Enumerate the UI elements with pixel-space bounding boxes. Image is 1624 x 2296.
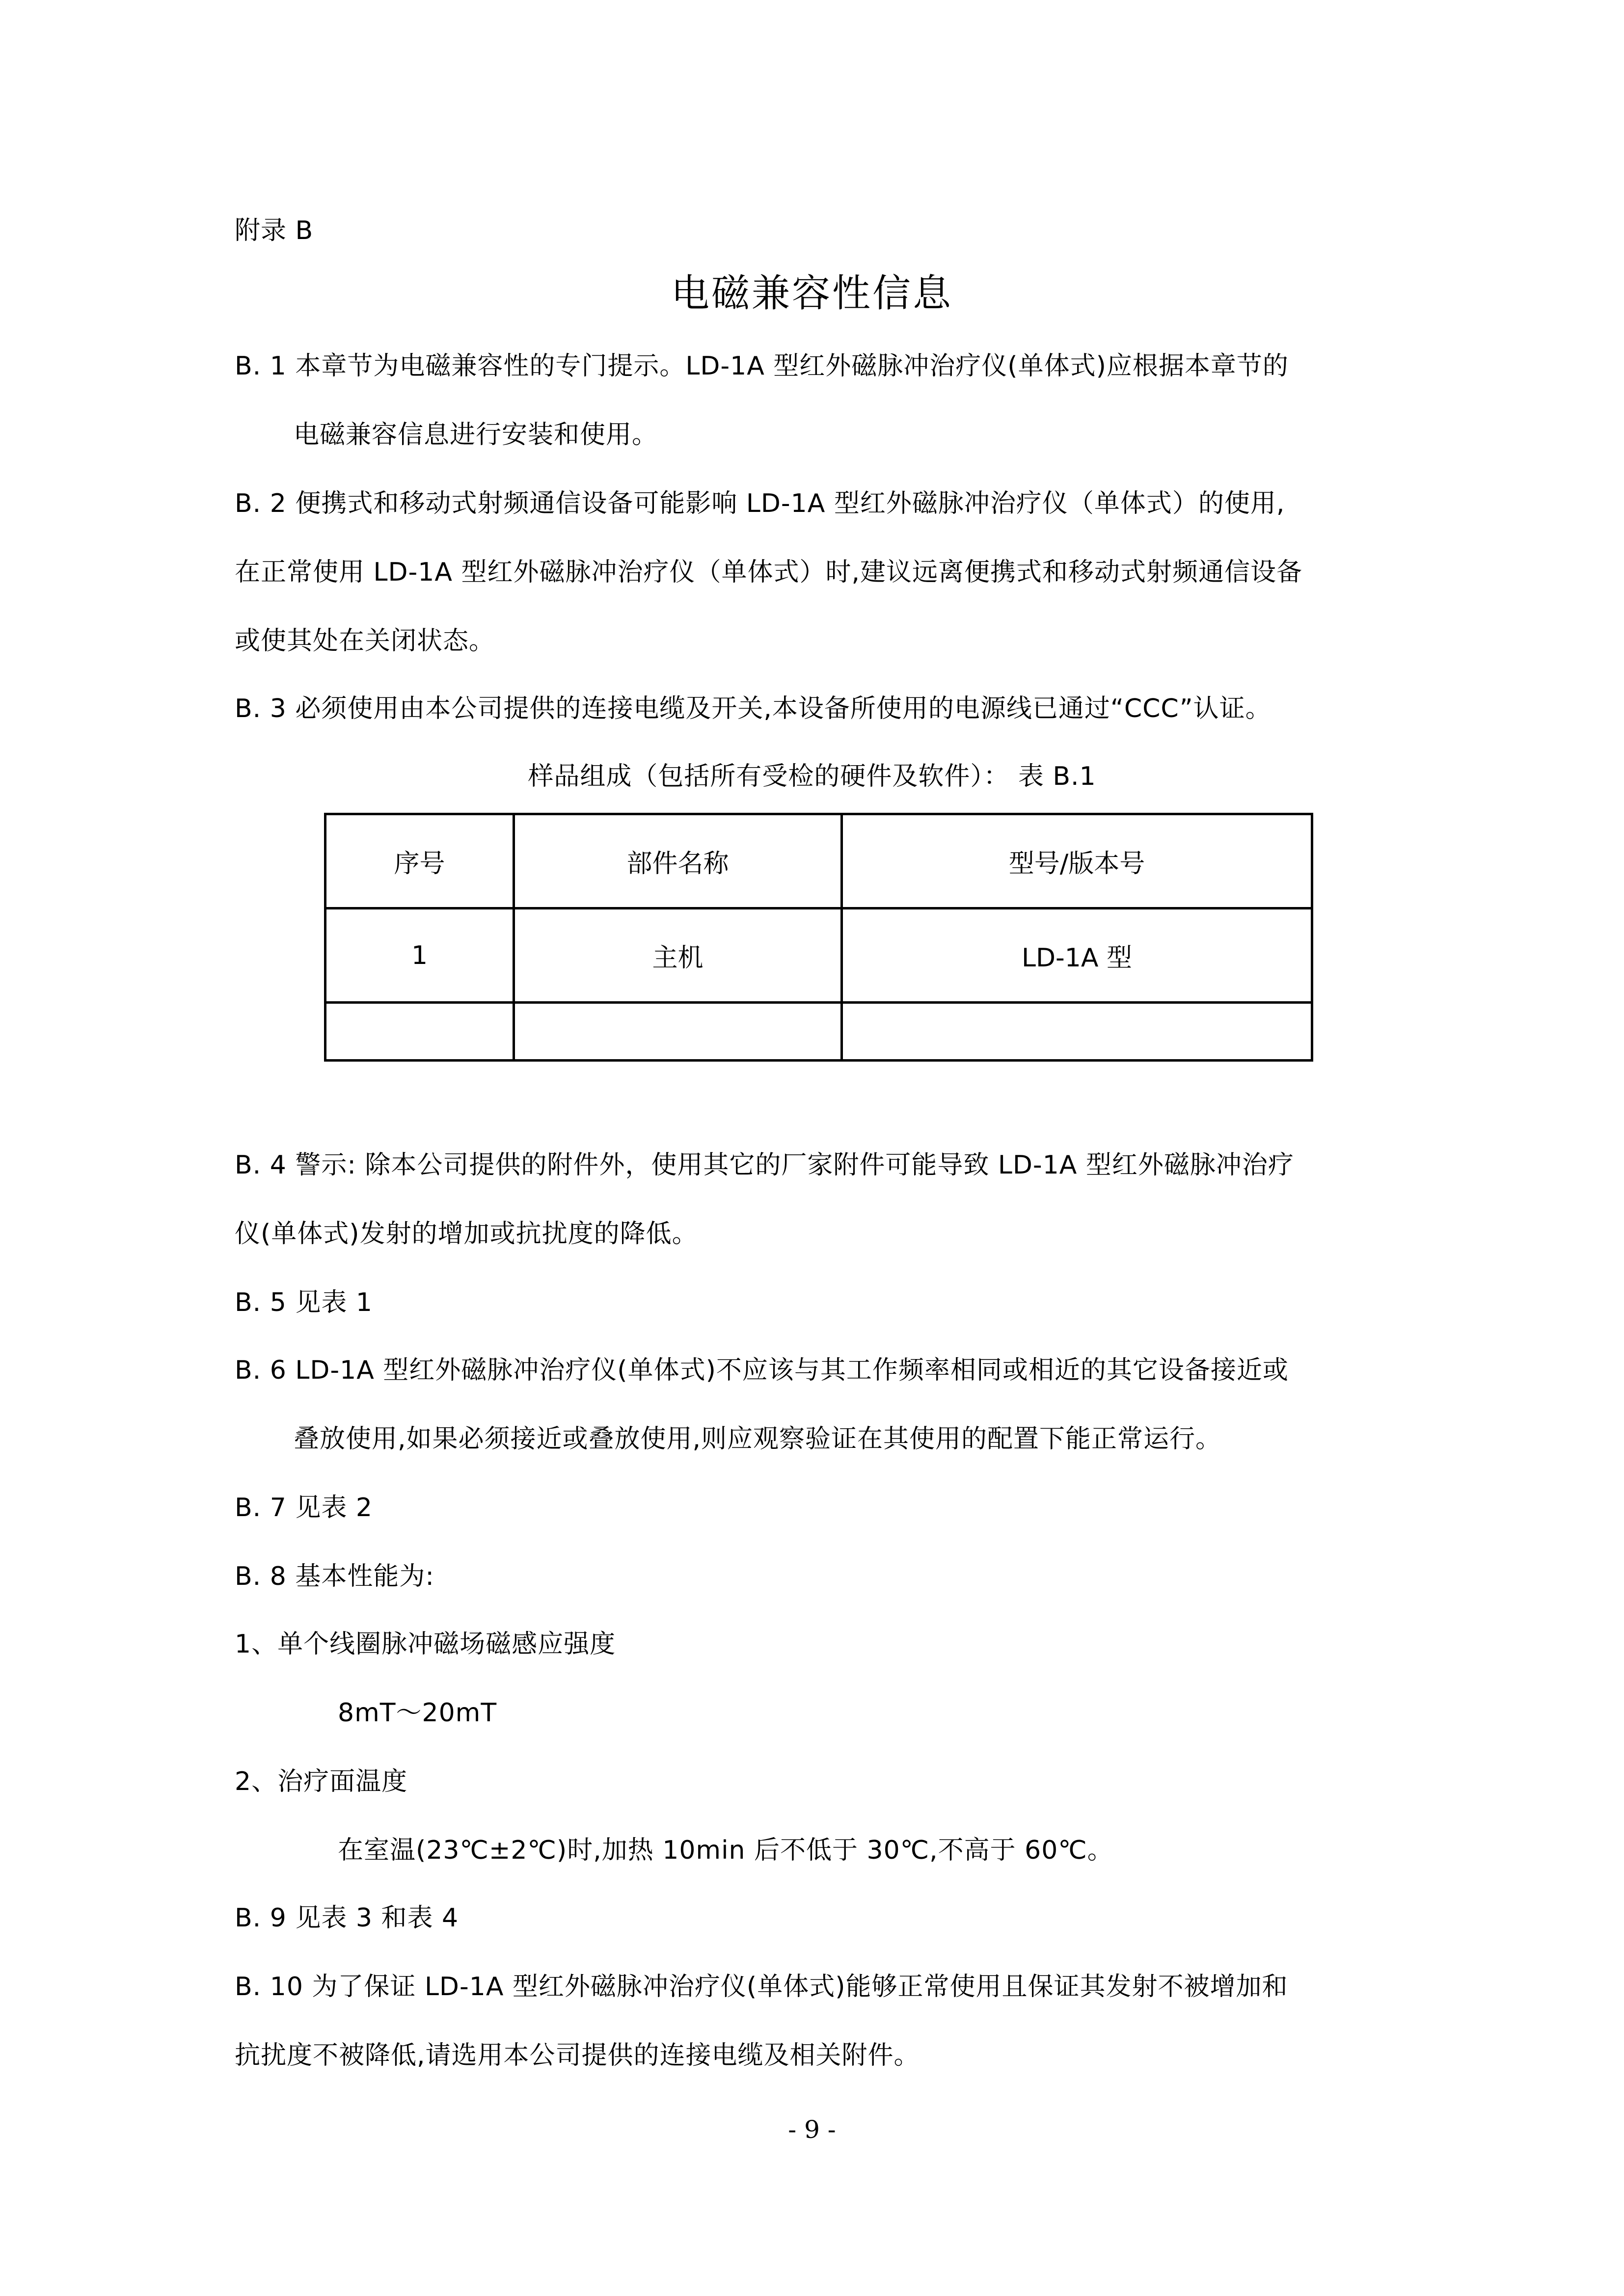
- table-header-cell: 型号/版本号: [842, 814, 1312, 908]
- paragraph-b6-line2: 叠放使用,如果必须接近或叠放使用,则应观察验证在其使用的配置下能正常运行。: [294, 1424, 1222, 1454]
- table-header-row: [325, 814, 1312, 908]
- paragraph-b8-line1: B. 8 基本性能为:: [235, 1562, 434, 1591]
- parts-table: [324, 813, 1313, 1062]
- paragraph-b7-line1: B. 7 见表 2: [235, 1493, 373, 1522]
- paragraph-b10-line2: 抗扰度不被降低,请选用本公司提供的连接电缆及相关附件。: [235, 2041, 920, 2070]
- performance-item-1: 1、单个线圈脉冲磁场磁感应强度: [235, 1629, 616, 1659]
- page-number: - 9 -: [788, 2115, 836, 2144]
- paragraph-b4-line1: B. 4 警示: 除本公司提供的附件外，使用其它的厂家附件可能导致 LD-1A 型红外磁脉冲治疗: [235, 1150, 1294, 1180]
- performance-item-1-value: 8mT～20mT: [338, 1698, 497, 1728]
- table-row: [325, 1003, 1312, 1061]
- table-header-cell: 部件名称: [514, 814, 842, 908]
- table-cell: LD-1A 型: [842, 908, 1312, 1003]
- paragraph-b2-line1: B. 2 便携式和移动式射频通信设备可能影响 LD-1A 型红外磁脉冲治疗仪（单体式）的使用,: [235, 489, 1285, 518]
- paragraph-b2-line2: 在正常使用 LD-1A 型红外磁脉冲治疗仪（单体式）时,建议远离便携式和移动式射频通信设备: [235, 558, 1303, 587]
- appendix-label: 附录 B: [235, 216, 314, 245]
- table-cell: [842, 1003, 1312, 1061]
- paragraph-b4-line2: 仪(单体式)发射的增加或抗扰度的降低。: [235, 1219, 698, 1249]
- paragraph-b2-line3: 或使其处在关闭状态。: [235, 626, 495, 656]
- table-cell: 1: [325, 908, 514, 1003]
- paragraph-b6-line1: B. 6 LD-1A 型红外磁脉冲治疗仪(单体式)不应该与其工作频率相同或相近的其它设备接近或: [235, 1356, 1289, 1385]
- table-header-cell: 序号: [325, 814, 514, 908]
- paragraph-b9-line1: B. 9 见表 3 和表 4: [235, 1903, 459, 1933]
- paragraph-b3-line1: B. 3 必须使用由本公司提供的连接电缆及开关,本设备所使用的电源线已通过“CCC”认证。: [235, 694, 1272, 723]
- performance-item-2: 2、治疗面温度: [235, 1767, 408, 1796]
- paragraph-b1-line1: B. 1 本章节为电磁兼容性的专门提示。LD-1A 型红外磁脉冲治疗仪(单体式)应根据本章节的: [235, 351, 1289, 381]
- table-row: [325, 908, 1312, 1003]
- paragraph-b10-line1: B. 10 为了保证 LD-1A 型红外磁脉冲治疗仪(单体式)能够正常使用且保证其发射不被增加和: [235, 1972, 1288, 2002]
- table-caption: 样品组成（包括所有受检的硬件及软件）： 表 B.1: [528, 762, 1096, 791]
- table-cell: 主机: [514, 908, 842, 1003]
- paragraph-b5-line1: B. 5 见表 1: [235, 1288, 373, 1317]
- performance-item-2-value: 在室温(23℃±2℃)时,加热 10min 后不低于 30℃,不高于 60℃。: [338, 1836, 1113, 1865]
- table-cell: [325, 1003, 514, 1061]
- table-cell: [514, 1003, 842, 1061]
- page-title: 电磁兼容性信息: [671, 271, 953, 316]
- paragraph-b1-line2: 电磁兼容信息进行安装和使用。: [294, 420, 658, 450]
